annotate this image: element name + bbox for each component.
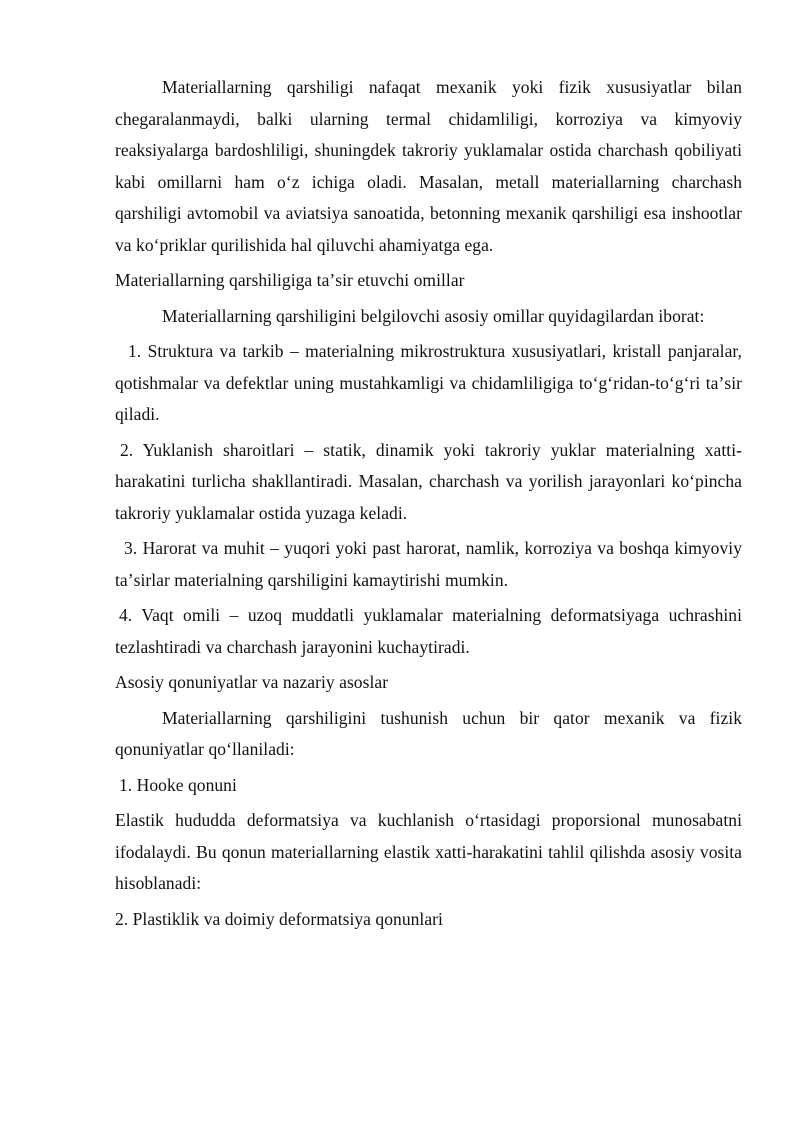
list-item-loading: 2. Yuklanish sharoitlari – statik, dinamik yoki takroriy yuklar materialning xatti-harakatini turlicha shakllantiradi. Masalan, charchash va yorilish jarayonlari koʻpincha takroriy yuklamalar ostida yuzaga keladi. [115, 439, 742, 523]
hooke-law-paragraph: Elastik hududda deformatsiya va kuchlanish oʻrtasidagi proporsional munosabatni ifodalaydi. Bu qonun materiallarning elastik xatti-harakatini tahlil qilishda asosiy vosita hisoblanadi: [115, 810, 742, 893]
law-heading-plasticity: 2. Plastiklik va doimiy deformatsiya qonunlari [115, 908, 443, 929]
factors-intro-paragraph: Materiallarning qarshiligini belgilovchi asosiy omillar quyidagilardan iborat: [162, 305, 705, 326]
list-item-temperature: 3. Harorat va muhit – yuqori yoki past harorat, namlik, korroziya va boshqa kimyoviy taʼsirlar materialning qarshiligini kamaytirishi mumkin. [115, 538, 742, 590]
intro-paragraph: Materiallarning qarshiligi nafaqat mexanik yoki fizik xususiyatlar bilan chegaralanmaydi, balki ularning termal chidamliligi, korroziya va kimyoviy reaksiyalarga bardoshliligi, shuningdek takroriy yuklamalar ostida charchash qobiliyati kabi omillarni ham oʻz ichiga oladi. Masalan, metall materiallarning charchash qarshiligi avtomobil va aviatsiya sanoatida, betonning mexanik qarshiligi esa inshootlar va koʻpriklar qurilishida hal qiluvchi ahamiyatga ega. [115, 77, 742, 255]
list-item-structure: 1. Struktura va tarkib – materialning mikrostruktura xususiyatlari, kristall panjaralar, qotishmalar va defektlar uning mustahkamligi va chidamliligiga toʻgʻridan-toʻgʻri taʼsir qiladi. [115, 341, 742, 424]
section-heading-laws: Asosiy qonuniyatlar va nazariy asoslar [115, 672, 389, 692]
section-heading-factors: Materiallarning qarshiligiga taʼsir etuvchi omillar [115, 270, 465, 290]
list-item-time: 4. Vaqt omili – uzoq muddatli yuklamalar materialning deformatsiyaga uchrashini tezlashtiradi va charchash jarayonini kuchaytiradi. [115, 605, 742, 657]
laws-intro-paragraph: Materiallarning qarshiligini tushunish uchun bir qator mexanik va fizik qonuniyatlar qoʻllaniladi: [115, 707, 742, 759]
law-heading-hooke: 1. Hooke qonuni [119, 774, 237, 795]
document-page [115, 72, 742, 935]
